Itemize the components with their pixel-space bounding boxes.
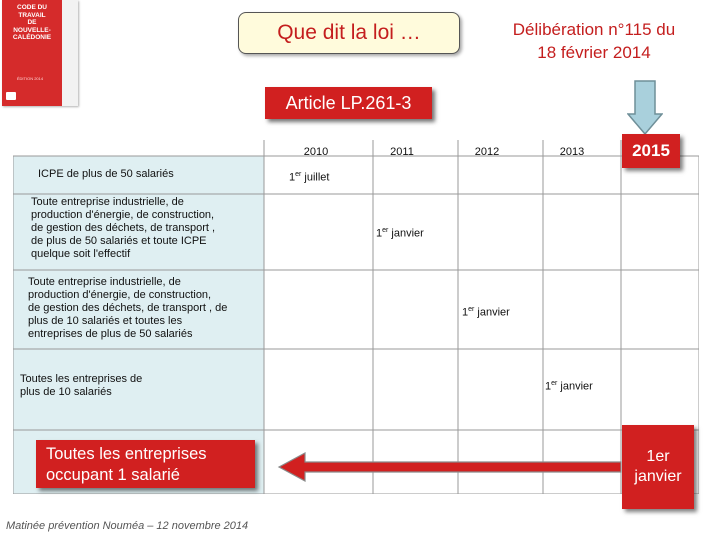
row-label-line: de plus de 50 salariés et toute ICPE xyxy=(31,235,207,247)
left-arrow-icon xyxy=(275,450,625,484)
row-label-line: plus de 10 salariés et toutes les xyxy=(28,315,183,327)
cover-title-line: CODE DU TRAVAIL xyxy=(17,4,47,19)
row-label-line: quelque soit l'effectif xyxy=(31,248,131,260)
code-du-travail-cover xyxy=(2,0,78,106)
deliberation-reference xyxy=(478,18,710,64)
cover-band xyxy=(62,0,78,106)
row-label xyxy=(28,276,227,341)
row-label-line: de gestion des déchets, de transport , de xyxy=(28,302,228,314)
deadline-line: 1er xyxy=(646,448,670,465)
article-label: Article LP.261-3 xyxy=(285,92,412,113)
down-arrow-icon xyxy=(627,80,663,135)
cover-title xyxy=(4,4,60,42)
cover-title-line: NOUVELLE-CALÉDONIE xyxy=(12,26,52,41)
row-label-line: production d'énergie, de construction, xyxy=(28,289,212,301)
date-number: 1 xyxy=(376,227,383,240)
date-ordinal: er xyxy=(382,227,389,234)
date-month: juillet xyxy=(301,171,330,184)
date-month: janvier xyxy=(557,380,593,393)
row-label-line: de gestion des déchets, de transport , xyxy=(31,222,216,234)
slide-title-box xyxy=(238,12,460,54)
row-label-line: Toutes les entreprises de xyxy=(20,373,143,385)
red-cell-line: occupant 1 salarié xyxy=(46,466,180,484)
year-header-2011: 2011 xyxy=(390,146,414,158)
year-header-2015 xyxy=(622,134,680,168)
date-number: 1 xyxy=(462,306,469,319)
date-ordinal: er xyxy=(295,171,302,178)
date-month: janvier xyxy=(474,306,510,319)
row-label-line: ICPE de plus de 50 salariés xyxy=(38,168,174,180)
date-ordinal: er xyxy=(551,380,558,387)
deadline-2015-box xyxy=(622,425,694,509)
year-header-2013: 2013 xyxy=(559,146,585,158)
row-label-line: production d'énergie, de construction, xyxy=(31,209,215,221)
effective-date xyxy=(376,227,424,240)
article-badge xyxy=(265,87,432,119)
year-header-2010: 2010 xyxy=(303,146,329,158)
effective-date xyxy=(545,380,593,393)
row-label xyxy=(20,373,142,399)
row-label-line: entreprises de plus de 50 salariés xyxy=(28,328,193,340)
row-label-line: Toute entreprise industrielle, de xyxy=(28,276,181,288)
footer-note: Matinée prévention Nouméa – 12 novembre 2014 xyxy=(6,520,249,532)
highlight-year-label: 2015 xyxy=(632,141,670,160)
cover-title-line: DE xyxy=(27,19,37,26)
date-ordinal: er xyxy=(468,306,475,313)
deadline-line: janvier xyxy=(634,468,682,485)
deliberation-line: 18 février 2014 xyxy=(537,43,651,62)
row-label-line: plus de 10 salariés xyxy=(20,386,112,398)
effective-date xyxy=(289,171,329,184)
row-label xyxy=(38,168,174,181)
slide-title: Que dit la loi … xyxy=(277,21,421,44)
effective-date xyxy=(462,306,510,319)
date-month: janvier xyxy=(388,227,424,240)
cover-logo xyxy=(6,92,16,100)
red-cell-line: Toutes les entreprises xyxy=(46,445,207,463)
deliberation-line: Délibération n°115 du xyxy=(512,20,676,39)
year-header-2012: 2012 xyxy=(474,146,500,158)
cover-edition: ÉDITION 2014 xyxy=(16,76,44,81)
row-label xyxy=(31,196,215,261)
all-companies-one-employee-cell xyxy=(36,440,255,488)
date-number: 1 xyxy=(289,171,296,184)
date-number: 1 xyxy=(545,380,552,393)
row-label-line: Toute entreprise industrielle, de xyxy=(31,196,184,208)
